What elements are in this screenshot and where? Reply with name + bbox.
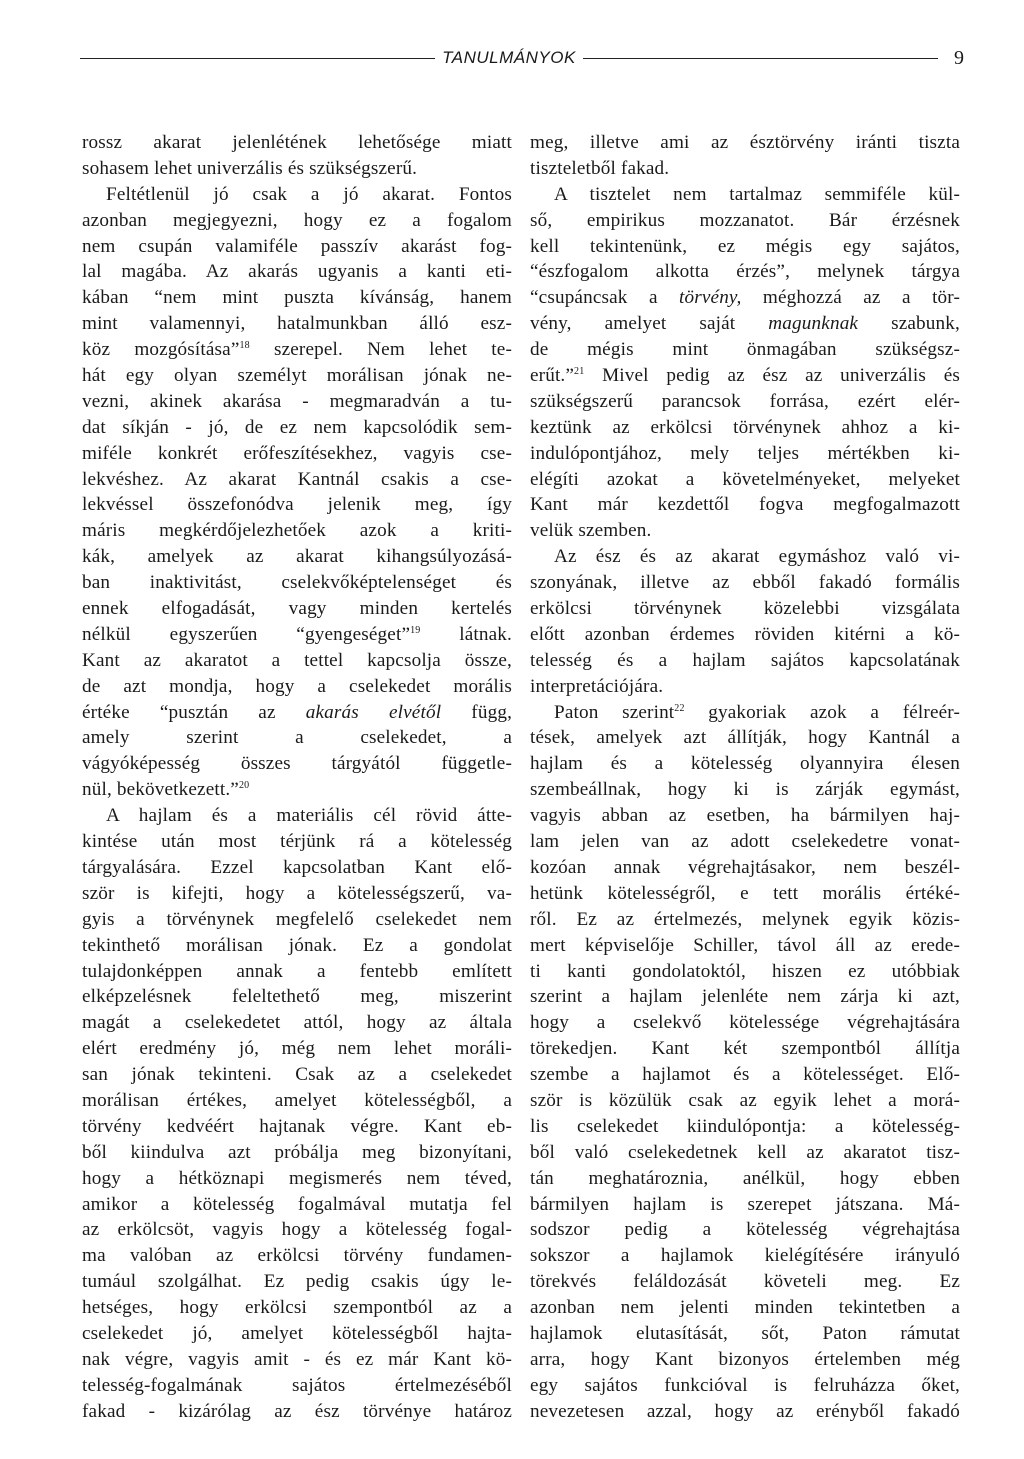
line-text: ennek elfogadását, vagy minden kertelés — [82, 598, 512, 620]
line-text: sohasem lehet univerzális és szükségszerű. — [82, 157, 418, 179]
line-text: mert képviselője Schiller, távol áll az erede- — [530, 934, 960, 956]
text-line — [82, 1217, 512, 1243]
text-line — [82, 829, 512, 855]
line-text: erkölcsi törvénynek közelebbi vizsgálata — [530, 598, 960, 620]
line-text: dat síkján - jó, de ez nem kapcsolódik sem- — [82, 416, 512, 438]
line-text: vény, amelyet saját — [530, 313, 769, 335]
text-line — [82, 984, 512, 1010]
text-line — [530, 492, 960, 518]
text-line — [530, 1010, 960, 1036]
text-line — [530, 1036, 960, 1062]
line-text: tulajdonképpen annak a fentebb említett — [82, 960, 512, 982]
text-line — [82, 363, 512, 389]
text-line — [82, 1036, 512, 1062]
line-text: lam jelen van az adott cselekedetre vonat- — [530, 831, 960, 853]
line-text-cont: szabunk, — [858, 313, 960, 335]
line-text-cont: látnak. — [420, 623, 512, 645]
text-line — [530, 570, 960, 596]
text-line — [530, 674, 960, 700]
text-line — [530, 544, 960, 570]
text-line — [82, 596, 512, 622]
line-text: fakad - kizárólag az ész törvénye határoz — [82, 1400, 512, 1422]
line-text-cont: szerepel. Nem lehet te- — [249, 339, 512, 361]
text-line — [82, 1373, 512, 1399]
line-text: nélkül egyszerűen “gyengeséget” — [82, 623, 411, 645]
footnote-ref: 18 — [239, 340, 250, 352]
line-text: tumául szolgálhat. Ez pedig csakis úgy le- — [82, 1271, 512, 1293]
text-line — [530, 182, 960, 208]
line-text: Feltétlenül jó csak a jó akarat. Fontos — [106, 183, 512, 205]
line-text: lekvéssel összefonódva jelenik meg, így — [82, 494, 512, 516]
text-line — [530, 933, 960, 959]
line-text: ből kiindulva azt próbálja meg bizonyítani, — [82, 1141, 512, 1163]
text-line — [530, 1062, 960, 1088]
line-text: hetséges, hogy erkölcsi szempontból az a — [82, 1297, 512, 1319]
text-line — [82, 751, 512, 777]
text-line — [530, 959, 960, 985]
text-line — [82, 1321, 512, 1347]
line-text: mint valamennyi, hatalmunkban álló esz- — [82, 313, 512, 335]
line-text: sokszor a hajlamok kielégítésére irányuló — [530, 1245, 960, 1267]
line-text: törvény kedvéért hajtanak végre. Kant eb- — [82, 1115, 512, 1137]
line-text: előtt azonban érdemes röviden kitérni a kö- — [530, 623, 960, 645]
line-text: ről. Ez az értelmezés, melynek egyik közis- — [530, 908, 960, 930]
line-text: keztünk az erkölcsi törvénynek ahhoz a ki- — [530, 416, 960, 438]
line-text: tárgyalására. Ezzel kapcsolatban Kant elő- — [82, 856, 512, 878]
text-line — [530, 156, 960, 182]
line-text: lal magába. Az akarás ugyanis a kanti eti- — [82, 261, 512, 283]
line-text: A tisztelet nem tartalmaz semmiféle kül- — [554, 183, 960, 205]
line-text: ma valóban az erkölcsi törvény fundamen- — [82, 1245, 512, 1267]
text-line — [530, 829, 960, 855]
text-line — [82, 441, 512, 467]
text-line — [530, 1166, 960, 1192]
text-line — [530, 441, 960, 467]
text-line — [82, 1114, 512, 1140]
line-text: szonyának, illetve az ebből fakadó formális — [530, 572, 960, 594]
text-line — [82, 208, 512, 234]
text-line — [530, 1295, 960, 1321]
text-line — [530, 1373, 960, 1399]
left-text-column — [82, 130, 512, 1425]
text-line — [530, 415, 960, 441]
text-line — [530, 234, 960, 260]
text-line — [530, 855, 960, 881]
line-text: törekvés feláldozását követeli meg. Ez — [530, 1271, 960, 1293]
text-line — [530, 725, 960, 751]
text-line — [530, 259, 960, 285]
line-text: A hajlam és a materiális cél rövid átte- — [106, 805, 512, 827]
text-line — [82, 959, 512, 985]
line-text: törekedjen. Kant két szempontból állítja — [530, 1038, 960, 1060]
line-text: hogy a cselekvő kötelessége végrehajtására — [530, 1012, 960, 1034]
line-text: hajlam és a kötelesség olyannyira élesen — [530, 753, 960, 775]
text-line — [82, 337, 512, 363]
text-line — [530, 285, 960, 311]
text-line — [82, 907, 512, 933]
text-line — [530, 467, 960, 493]
line-text: máris megkérdőjelezhetőek azok a kriti- — [82, 520, 512, 542]
text-line — [82, 415, 512, 441]
text-line — [82, 182, 512, 208]
line-text: tekinthető morálisan jónak. Ez a gondolat — [82, 934, 512, 956]
text-line — [82, 1243, 512, 1269]
line-text: ször is közülük csak az egyik lehet a morá- — [530, 1089, 960, 1111]
line-text: tán meghatároznia, anélkül, hogy ebben — [530, 1167, 960, 1189]
line-text: azonban megjegyezni, hogy ez a fogalom — [82, 209, 512, 231]
text-line — [530, 1192, 960, 1218]
text-line — [530, 596, 960, 622]
text-line — [530, 1243, 960, 1269]
line-text: ti kanti gondolatoktól, hiszen ez utóbbiak — [530, 960, 960, 982]
text-line — [82, 156, 512, 182]
line-text: Kant az akaratot a tettel kapcsolja össze, — [82, 649, 512, 671]
line-text: ből való cselekedetnek kell az akaratot tisz- — [530, 1141, 960, 1163]
text-line — [530, 363, 960, 389]
line-text: interpretációjára. — [530, 675, 664, 697]
line-text: egy sajátos funkcióval is felruházza őket, — [530, 1374, 960, 1396]
text-line — [530, 1399, 960, 1425]
line-text: vagyis abban az esetben, ha bármilyen haj- — [530, 805, 960, 827]
text-line — [82, 518, 512, 544]
line-text: “csupáncsak a — [530, 287, 680, 309]
line-text: rossz akarat jelenlétének lehetősége miatt — [82, 132, 512, 153]
line-text: értéke “pusztán az — [82, 701, 306, 723]
text-line — [82, 259, 512, 285]
text-line — [530, 751, 960, 777]
text-line — [82, 1347, 512, 1373]
text-line — [82, 311, 512, 337]
line-text: morálisan értékes, amelyet kötelességből, a — [82, 1089, 512, 1111]
line-text: nak végre, vagyis amit - és ez már Kant kö- — [82, 1348, 512, 1370]
line-text: nevezetesen azzal, hogy az erényből fakadó — [530, 1400, 960, 1422]
text-line — [82, 1088, 512, 1114]
text-line — [82, 130, 512, 156]
page-number: 9 — [954, 46, 964, 69]
text-line — [82, 933, 512, 959]
line-text: szembe a hajlamot és a kötelességet. Elő- — [530, 1064, 960, 1086]
line-text: velük szemben. — [530, 520, 652, 542]
text-line — [82, 1192, 512, 1218]
line-text: elért eredmény jó, még nem lehet moráli- — [82, 1038, 512, 1060]
line-text: telesség-fogalmának sajátos értelmezéséből — [82, 1374, 512, 1396]
text-line — [530, 208, 960, 234]
line-text-cont: méghozzá az a tör- — [741, 287, 960, 309]
italic-emphasis: magunknak — [768, 313, 859, 335]
line-text: de mégis mint önmagában szükségsz- — [530, 339, 960, 361]
line-text: telesség és a hajlam sajátos kapcsolatának — [530, 649, 960, 671]
right-text-column — [530, 130, 960, 1425]
text-line — [82, 881, 512, 907]
line-text: ső, empirikus mozzanatot. Bár érzésnek — [530, 209, 960, 231]
line-text: “észfogalom alkotta érzés”, melynek tárgya — [530, 261, 960, 283]
text-line — [82, 1166, 512, 1192]
text-line — [530, 130, 960, 156]
line-text: lis cselekedet kiindulópontja: a kötelesség- — [530, 1115, 960, 1137]
line-text: kozóan annak végrehajtásakor, nem beszél- — [530, 856, 960, 878]
line-text: amikor a kötelesség fogalmával mutatja fel — [82, 1193, 512, 1215]
line-text: tések, amelyek azt állítják, hogy Kantnál a — [530, 727, 960, 749]
footnote-ref: 22 — [674, 702, 685, 714]
line-text-cont: gyakoriak azok a félreér- — [684, 701, 960, 723]
line-text: kell tekintenünk, ez mégis egy sajátos, — [530, 235, 960, 257]
line-text: nem csupán valamiféle passzív akarást fog- — [82, 235, 512, 257]
line-text-cont: Mivel pedig az ész az univerzális és — [584, 365, 960, 387]
line-text: azonban nem jelenti minden tekintetben a — [530, 1297, 960, 1319]
text-line — [82, 234, 512, 260]
line-text: Kant már kezdettől fogva megfogalmazott — [530, 494, 960, 516]
text-line — [530, 1217, 960, 1243]
text-line — [82, 1062, 512, 1088]
line-text: hogy a hétköznapi megismerés nem téved, — [82, 1167, 512, 1189]
text-line — [82, 544, 512, 570]
text-line — [530, 881, 960, 907]
line-text: gyis a törvénynek megfelelő cselekedet nem — [82, 908, 512, 930]
text-line — [530, 518, 960, 544]
text-line — [82, 700, 512, 726]
line-text: nül, bekövetkezett.” — [82, 779, 239, 801]
text-line — [82, 467, 512, 493]
text-line — [530, 389, 960, 415]
text-line — [530, 803, 960, 829]
line-text: miféle konkrét erőfeszítésekhez, vagyis cse- — [82, 442, 512, 464]
line-text: bármilyen hajlam is szerepet játszana. Má- — [530, 1193, 960, 1215]
footnote-ref: 19 — [410, 624, 421, 636]
line-text: magát a cselekedetet attól, hogy az általa — [82, 1012, 512, 1034]
italic-emphasis: törvény, — [679, 287, 742, 309]
text-line — [82, 648, 512, 674]
text-line — [530, 622, 960, 648]
line-text: szerint a hajlam jelenléte nem zárja ki azt, — [530, 986, 960, 1008]
line-text: Paton szerint — [554, 701, 675, 723]
line-text-cont: függ, — [441, 701, 513, 723]
text-line — [530, 1114, 960, 1140]
line-text: meg, illetve ami az észtörvény iránti tiszta — [530, 132, 960, 153]
page-header — [80, 44, 964, 72]
header-rule-left — [80, 58, 435, 59]
line-text: hajlamok elutasítását, sőt, Paton rámutat — [530, 1322, 960, 1344]
text-line — [82, 674, 512, 700]
line-text: erűt.” — [530, 365, 575, 387]
line-text: ban inaktivitást, cselekvőképtelenséget és — [82, 572, 512, 594]
text-line — [530, 700, 960, 726]
text-line — [82, 492, 512, 518]
footnote-ref: 21 — [574, 366, 585, 378]
line-text: szükségszerű parancsok forrása, ezért elér- — [530, 390, 960, 412]
text-line — [82, 855, 512, 881]
line-text: köz mozgósítása” — [82, 339, 240, 361]
text-line — [530, 1140, 960, 1166]
line-text: szembeállnak, hogy ki is zárják egymást, — [530, 779, 960, 801]
line-text: ször is kifejti, hogy a kötelességszerű, va- — [82, 882, 512, 904]
text-line — [82, 1399, 512, 1425]
footnote-ref: 20 — [238, 780, 250, 792]
running-title: TANULMÁNYOK — [442, 48, 576, 67]
text-line — [530, 984, 960, 1010]
text-line — [530, 1321, 960, 1347]
line-text: indulópontjához, mely teljes mértékben ki- — [530, 442, 960, 464]
text-line — [82, 1140, 512, 1166]
text-line — [82, 1295, 512, 1321]
line-text: vezni, akinek akarása - megmaradván a tu- — [82, 390, 512, 412]
line-text: elképzelésnek feleltethető meg, miszerint — [82, 986, 512, 1008]
text-line — [530, 337, 960, 363]
line-text: arra, hogy Kant bizonyos értelemben még — [530, 1348, 960, 1370]
text-line — [82, 570, 512, 596]
text-line — [82, 285, 512, 311]
line-text: az erkölcsöt, vagyis hogy a kötelesség fogal- — [82, 1219, 512, 1241]
text-line — [82, 1010, 512, 1036]
line-text: de azt mondja, hogy a cselekedet morális — [82, 675, 512, 697]
text-line — [82, 777, 512, 803]
text-line — [82, 803, 512, 829]
text-line — [530, 311, 960, 337]
text-line — [530, 1347, 960, 1373]
text-line — [530, 648, 960, 674]
text-line — [82, 389, 512, 415]
text-line — [82, 622, 512, 648]
line-text: kában “nem mint puszta kívánság, hanem — [82, 287, 512, 309]
text-line — [530, 1269, 960, 1295]
line-text: lekvéshez. Az akarat Kantnál csakis a cse- — [82, 468, 512, 490]
text-line — [530, 1088, 960, 1114]
line-text: kák, amelyek az akarat kihangsúlyozásá- — [82, 546, 512, 568]
line-text: elégíti azokat a követelményeket, melyeket — [530, 468, 960, 490]
line-text: vágyóképesség összes tárgyától függetle- — [82, 753, 512, 775]
line-text: hát egy olyan személyt morálisan jónak ne- — [82, 365, 512, 387]
text-line — [82, 725, 512, 751]
line-text: kintése után most térjünk rá a kötelesség — [82, 831, 512, 853]
line-text: hetünk kötelességről, e tett morális értéké- — [530, 882, 960, 904]
line-text: Az ész és az akarat egymáshoz való vi- — [554, 546, 960, 568]
text-line — [530, 777, 960, 803]
line-text: amely szerint a cselekedet, a — [82, 727, 512, 749]
line-text: sodszor pedig a kötelesség végrehajtása — [530, 1219, 960, 1241]
text-line — [530, 907, 960, 933]
line-text: san jónak tekinteni. Csak az a cselekedet — [82, 1064, 512, 1086]
text-line — [82, 1269, 512, 1295]
italic-emphasis: akarás elvétől — [305, 701, 442, 723]
header-rule-right — [583, 58, 938, 59]
line-text: tiszteletből fakad. — [530, 157, 670, 179]
line-text: cselekedet jó, amelyet kötelességből hajta- — [82, 1322, 512, 1344]
